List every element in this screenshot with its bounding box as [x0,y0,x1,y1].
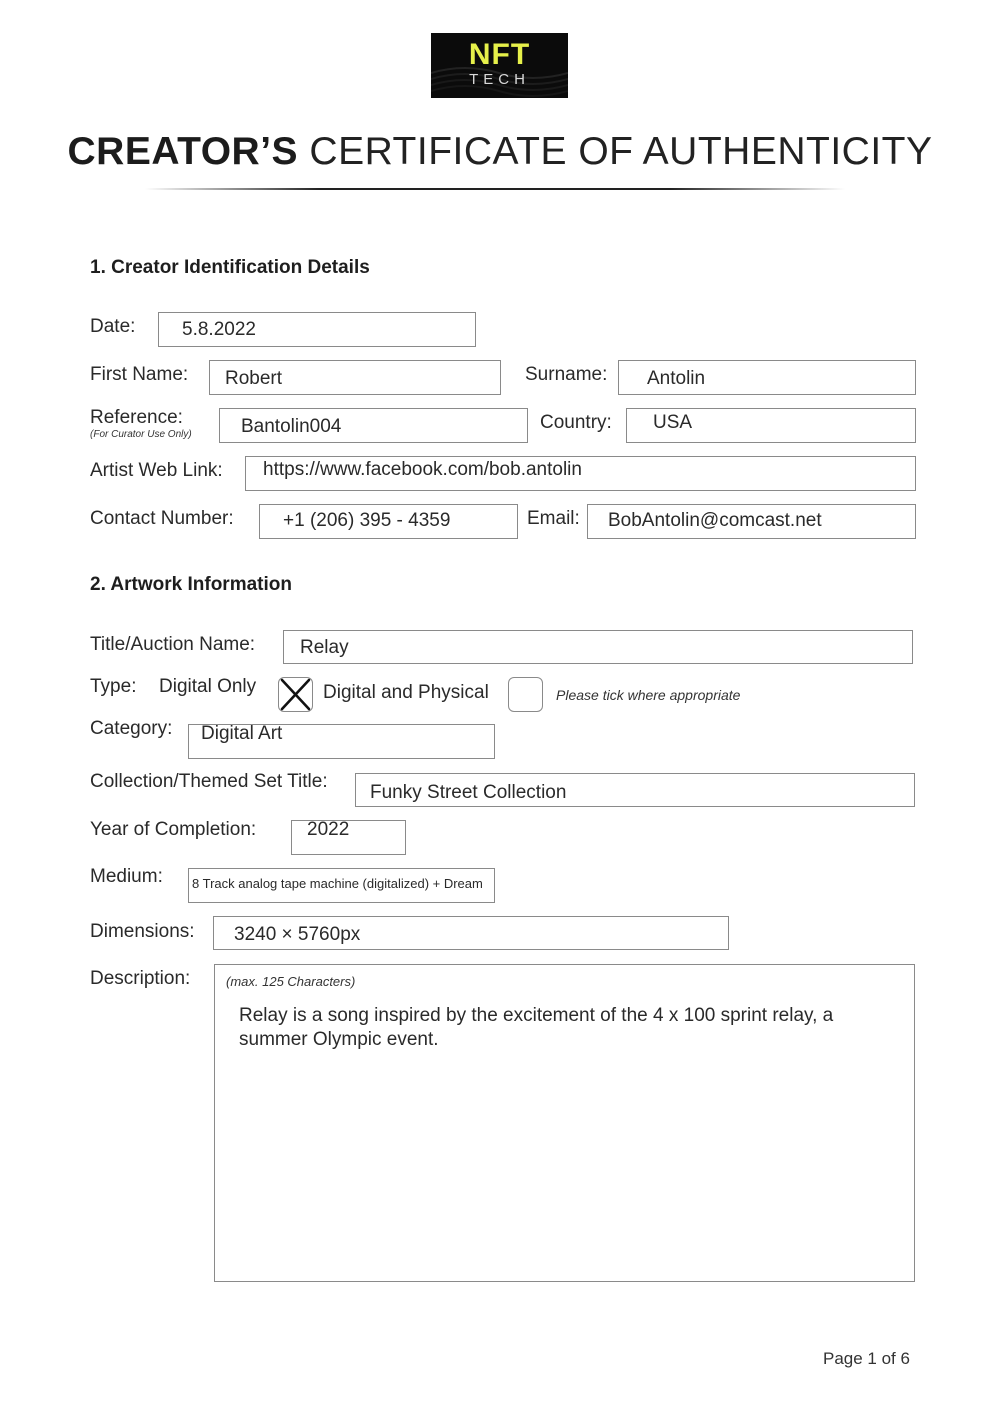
email-value: BobAntolin@comcast.net [608,510,822,531]
type-digital-physical-label: Digital and Physical [323,682,489,703]
dimensions-value: 3240 × 5760px [234,924,361,945]
contact-value: +1 (206) 395 - 4359 [283,510,451,531]
nft-tech-logo [431,33,568,98]
first-name-field[interactable] [209,360,501,395]
date-value: 5.8.2022 [182,319,256,340]
category-field[interactable] [188,724,495,759]
description-note: (max. 125 Characters) [226,974,356,989]
reference-label: Reference: [90,407,183,428]
page-number: Page 1 of 6 [823,1349,910,1368]
reference-value: Bantolin004 [241,416,342,437]
description-field[interactable] [214,964,915,1282]
collection-value: Funky Street Collection [370,782,567,803]
title-auction-field[interactable] [283,630,913,664]
collection-field[interactable] [355,773,915,807]
date-label: Date: [90,316,136,337]
section-heading-artwork: 2. Artwork Information [90,574,292,595]
medium-label: Medium: [90,866,163,887]
logo-sub-text: TECH [469,71,530,88]
web-link-value: https://www.facebook.com/bob.antolin [263,459,582,480]
year-field[interactable] [291,820,406,855]
collection-label: Collection/Themed Set Title: [90,771,328,792]
title-auction-label: Title/Auction Name: [90,634,256,655]
contact-label: Contact Number: [90,508,234,529]
type-digital-only-label: Digital Only [159,676,257,697]
logo-main-text: NFT [468,38,531,71]
title-divider [145,188,845,190]
email-field[interactable] [587,504,916,539]
country-value: USA [653,412,693,433]
email-label: Email: [527,508,580,529]
section-heading-creator: 1. Creator Identification Details [90,257,370,278]
description-value: Relay is a song inspired by the excitement of the 4 x 100 sprint relay, a summer Olympic event. [239,1005,834,1050]
title-rest: CERTIFICATE OF AUTHENTICITY [309,130,933,173]
contact-field[interactable] [259,504,518,539]
surname-value: Antolin [647,368,706,389]
country-label: Country: [540,412,612,433]
type-digital-physical-checkbox[interactable] [508,677,543,712]
category-value: Digital Art [201,723,283,744]
reference-field[interactable] [219,408,528,443]
web-link-label: Artist Web Link: [90,460,223,481]
type-digital-only-checkbox[interactable] [278,677,313,712]
title-auction-value: Relay [300,637,349,658]
year-label: Year of Completion: [90,819,257,840]
page-title [0,127,1000,177]
title-bold: CREATOR’S [67,130,299,173]
surname-label: Surname: [525,364,608,385]
country-field[interactable] [626,408,916,443]
web-link-field[interactable] [245,456,916,491]
first-name-label: First Name: [90,364,189,385]
medium-field[interactable] [188,868,495,903]
dimensions-label: Dimensions: [90,921,195,942]
checkbox-cross-icon [279,678,312,711]
category-label: Category: [90,718,173,739]
reference-note: (For Curator Use Only) [90,429,192,440]
dimensions-field[interactable] [213,916,729,950]
medium-value: 8 Track analog tape machine (digitalized) + Dream [192,876,483,891]
surname-field[interactable] [618,360,916,395]
year-value: 2022 [307,819,350,840]
type-label: Type: [90,676,137,697]
date-field[interactable] [158,312,476,347]
first-name-value: Robert [225,368,283,389]
type-hint: Please tick where appropriate [556,687,741,703]
description-label: Description: [90,968,191,989]
